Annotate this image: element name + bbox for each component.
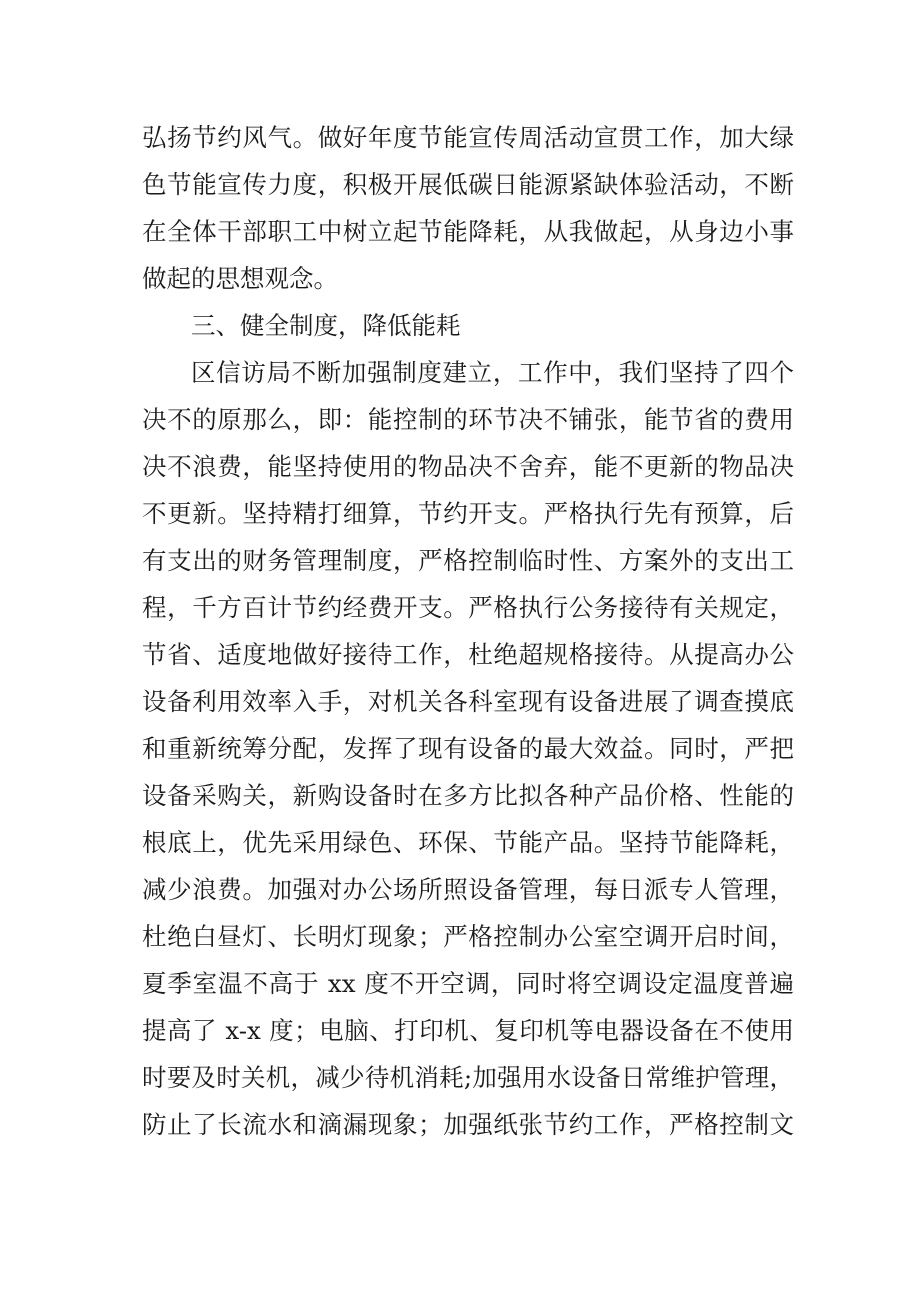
text-line: 时要及时关机，减少待机消耗;加强用水设备日常维护管理， xyxy=(142,1063,794,1092)
text-line: 节省、适度地做好接待工作，杜绝超规格接待。从提高办公 xyxy=(142,640,794,669)
text-line: 做起的思想观念。 xyxy=(142,264,338,293)
text-line: 减少浪费。加强对办公场所照设备管理，每日派专人管理， xyxy=(142,875,794,904)
text-line: 设备利用效率入手，对机关各科室现有设备进展了调查摸底 xyxy=(142,687,794,716)
text-line: 防止了长流水和滴漏现象；加强纸张节约工作，严格控制文 xyxy=(142,1110,794,1139)
text-line: 决不浪费，能坚持使用的物品决不舍弃，能不更新的物品决 xyxy=(142,452,794,481)
text-line: 弘扬节约风气。做好年度节能宣传周活动宣贯工作，加大绿 xyxy=(142,123,794,152)
text-line: 和重新统筹分配，发挥了现有设备的最大效益。同时，严把 xyxy=(142,734,794,763)
document-body xyxy=(142,114,794,1148)
text-line: 设备采购关，新购设备时在多方比拟各种产品价格、性能的 xyxy=(142,781,794,810)
text-line: 有支出的财务管理制度，严格控制临时性、方案外的支出工 xyxy=(142,546,794,575)
text-line: 不更新。坚持精打细算，节约开支。严格执行先有预算，后 xyxy=(142,499,794,528)
text-line: 提高了 x-x 度；电脑、打印机、复印机等电器设备在不使用 xyxy=(142,1016,794,1045)
text-line: 色节能宣传力度，积极开展低碳日能源紧缺体验活动，不断 xyxy=(142,170,794,199)
text-line: 根底上，优先采用绿色、环保、节能产品。坚持节能降耗， xyxy=(142,828,794,857)
text-line: 决不的原那么，即：能控制的环节决不铺张，能节省的费用 xyxy=(142,405,794,434)
text-line: 区信访局不断加强制度建立，工作中，我们坚持了四个 xyxy=(191,358,794,387)
text-line: 夏季室温不高于 xx 度不开空调，同时将空调设定温度普遍 xyxy=(142,969,794,998)
section-heading: 三、健全制度，降低能耗 xyxy=(191,311,461,340)
text-line: 在全体干部职工中树立起节能降耗，从我做起，从身边小事 xyxy=(142,217,794,246)
text-line: 程，千方百计节约经费开支。严格执行公务接待有关规定， xyxy=(142,593,794,622)
text-line: 杜绝白昼灯、长明灯现象；严格控制办公室空调开启时间， xyxy=(142,922,794,951)
